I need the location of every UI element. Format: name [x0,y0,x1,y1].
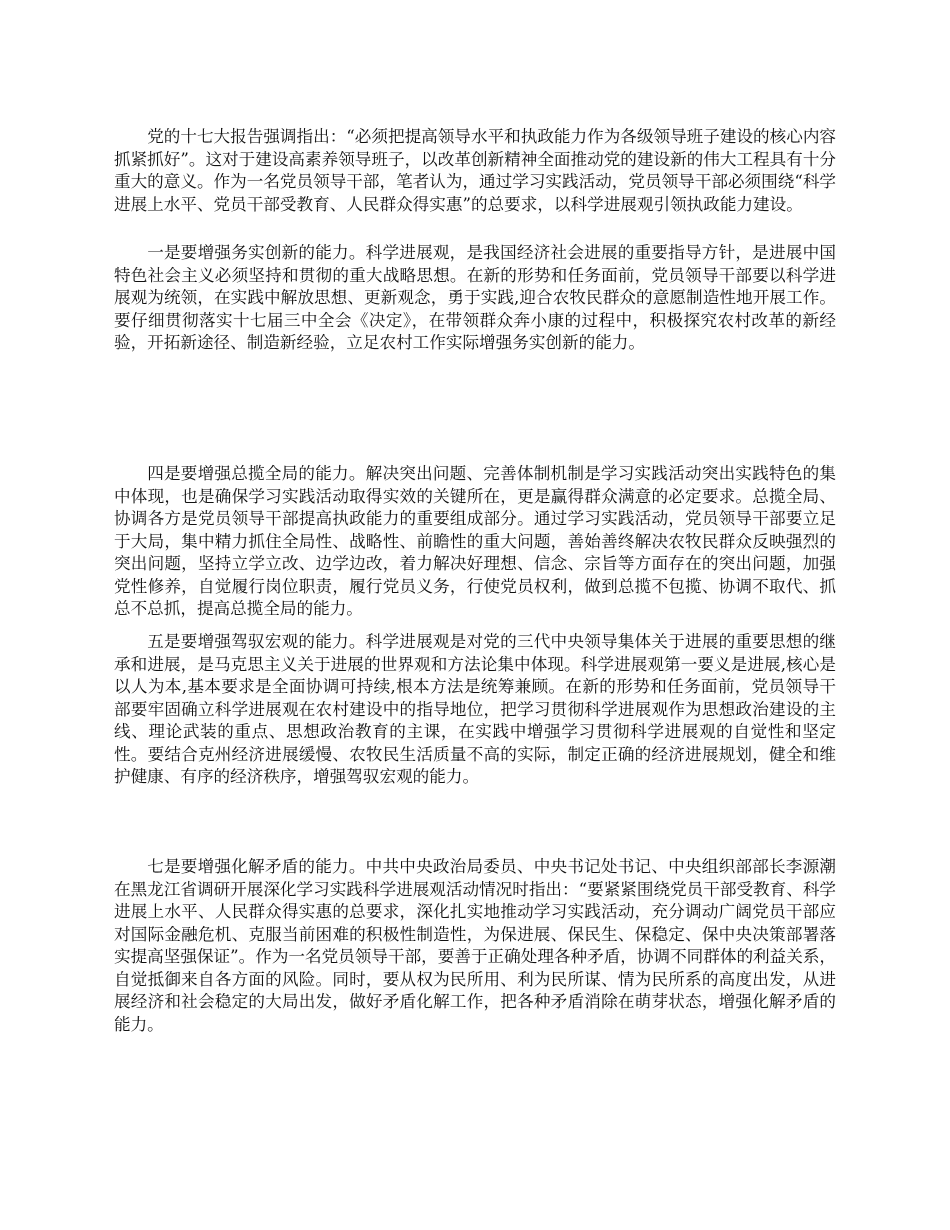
paragraph-point-one: 一是要增强务实创新的能力。科学进展观，是我国经济社会进展的重要指导方针，是进展中国特色社会主义必须坚持和贯彻的重大战略思想。在新的形势和任务面前，党员领导干部要以科学进展观为统领，在实践中解放思想、更新观念，勇于实践,迎合农牧民群众的意愿制造性地开展工作。要仔细贯彻落实十七届三中全会《决定》，在带领群众奔小康的过程中，积极探究农村改革的新经验，开拓新途径、制造新经验，立足农村工作实际增强务实创新的能力。 [114,243,836,352]
paragraph-point-seven: 七是要增强化解矛盾的能力。中共中央政治局委员、中央书记处书记、中央组织部部长李源潮在黑龙江省调研开展深化学习实践科学进展观活动情况时指出：“要紧紧围绕党员干部受教育、科学进展上水平、人民群众得实惠的总要求，深化扎实地推动学习实践活动，充分调动广阔党员干部应对国际金融危机、克服当前困难的积极性制造性，为保进展、保民生、保稳定、保中央决策部署落实提高坚强保证”。作为一名党员领导干部，要善于正确处理各种矛盾，协调不同群体的利益关系，自觉抵御来自各方面的风险。同时，要从权为民所用、利为民所谋、情为民所系的高度出发，从进展经济和社会稳定的大局出发，做好矛盾化解工作，把各种矛盾消除在萌芽状态，增强化解矛盾的能力。 [114,857,837,1034]
paragraph-point-four: 四是要增强总揽全局的能力。解决突出问题、完善体制机制是学习实践活动突出实践特色的集中体现，也是确保学习实践活动取得实效的关键所在，更是赢得群众满意的必定要求。总揽全局、协调各方是党员领导干部提高执政能力的重要组成部分。通过学习实践活动，党员领导干部要立足于大局，集中精力抓住全局性、战略性、前瞻性的重大问题，善始善终解决农牧民群众反映强烈的突出问题，坚持立学立改、边学边改，着力解决好理想、信念、宗旨等方面存在的突出问题，加强党性修养，自觉履行岗位职责，履行党员义务，行使党员权利，做到总揽不包揽、协调不取代、抓总不总抓，提高总揽全局的能力。 [114,464,836,618]
paragraph-point-five: 五是要增强驾驭宏观的能力。科学进展观是对党的三代中央领导集体关于进展的重要思想的继承和进展，是马克思主义关于进展的世界观和方法论集中体现。科学进展观第一要义是进展,核心是以人为本,基本要求是全面协调可持续,根本方法是统筹兼顾。在新的形势和任务面前，党员领导干部要牢固确立科学进展观在农村建设中的指导地位，把学习贯彻科学进展观作为思想政治建设的主线、理论武装的重点、思想政治教育的主课，在实践中增强学习贯彻科学进展观的自觉性和坚定性。要结合克州经济进展缓慢、农牧民生活质量不高的实际，制定正确的经济进展规划，健全和维护健康、有序的经济秩序，增强驾驭宏观的能力。 [114,632,836,786]
paragraph-intro: 党的十七大报告强调指出：“必须把提高领导水平和执政能力作为各级领导班子建设的核心内容抓紧抓好”。这对于建设高素养领导班子，以改革创新精神全面推动党的建设新的伟大工程具有十分重大的意义。作为一名党员领导干部，笔者认为，通过学习实践活动，党员领导干部必须围绕“科学进展上水平、党员干部受教育、人民群众得实惠”的总要求，以科学进展观引领执政能力建设。 [114,127,837,214]
